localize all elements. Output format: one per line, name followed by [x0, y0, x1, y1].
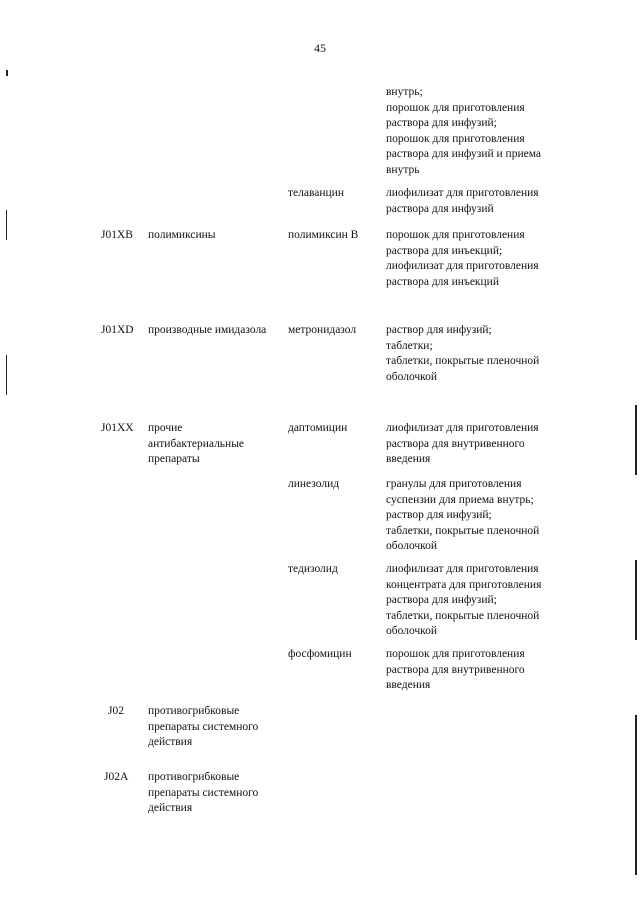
scan-mark [635, 715, 637, 875]
scan-mark [635, 560, 637, 640]
dosage-forms: раствор для инфузий; таблетки; таблетки, покрытые пленочной оболочкой [386, 324, 540, 383]
drug-name: линезолид [288, 478, 340, 490]
dosage-forms-continuation: внутрь; порошок для приготовления раствора для инфузий; порошок для приготовления раствора для инфузий и приема внутрь [386, 86, 542, 176]
atc-code: J01XX [101, 422, 134, 434]
atc-group-name: противогрибковые препараты системного действия [148, 771, 259, 814]
dosage-forms: порошок для приготовления раствора для внутривенного введения [386, 648, 525, 691]
page-number: 45 [314, 41, 326, 55]
scan-mark [6, 355, 7, 395]
dosage-forms: порошок для приготовления раствора для инъекций; лиофилизат для приготовления раствора для инъекций [386, 229, 539, 288]
atc-group-name: полимиксины [148, 229, 216, 241]
scan-mark [6, 70, 8, 76]
atc-group-name: производные имидазола [148, 324, 267, 336]
atc-code: J01XD [101, 324, 134, 336]
drug-name: телаванцин [288, 187, 344, 199]
atc-code: J02 [108, 705, 124, 717]
dosage-forms: лиофилизат для приготовления раствора для инфузий [386, 187, 539, 215]
atc-code: J02A [104, 771, 129, 783]
atc-code: J01XB [101, 229, 133, 241]
dosage-forms: лиофилизат для приготовления раствора для внутривенного введения [386, 422, 539, 465]
drug-name: метронидазол [288, 324, 357, 336]
drug-name: тедизолид [288, 563, 338, 575]
atc-group-name: прочие антибактериальные препараты [148, 422, 245, 465]
drug-name: фосфомицин [288, 648, 352, 660]
scan-mark [635, 405, 637, 475]
scan-mark [6, 210, 7, 240]
dosage-forms: гранулы для приготовления суспензии для приема внутрь; раствор для инфузий; таблетки, покрытые пленочной оболочкой [386, 478, 540, 552]
drug-name: полимиксин B [288, 229, 359, 241]
dosage-forms: лиофилизат для приготовления концентрата для приготовления раствора для инфузий; таблетки, покрытые пленочной оболочкой [386, 563, 542, 637]
atc-group-name: противогрибковые препараты системного действия [148, 705, 259, 748]
drug-name: даптомицин [288, 422, 348, 434]
